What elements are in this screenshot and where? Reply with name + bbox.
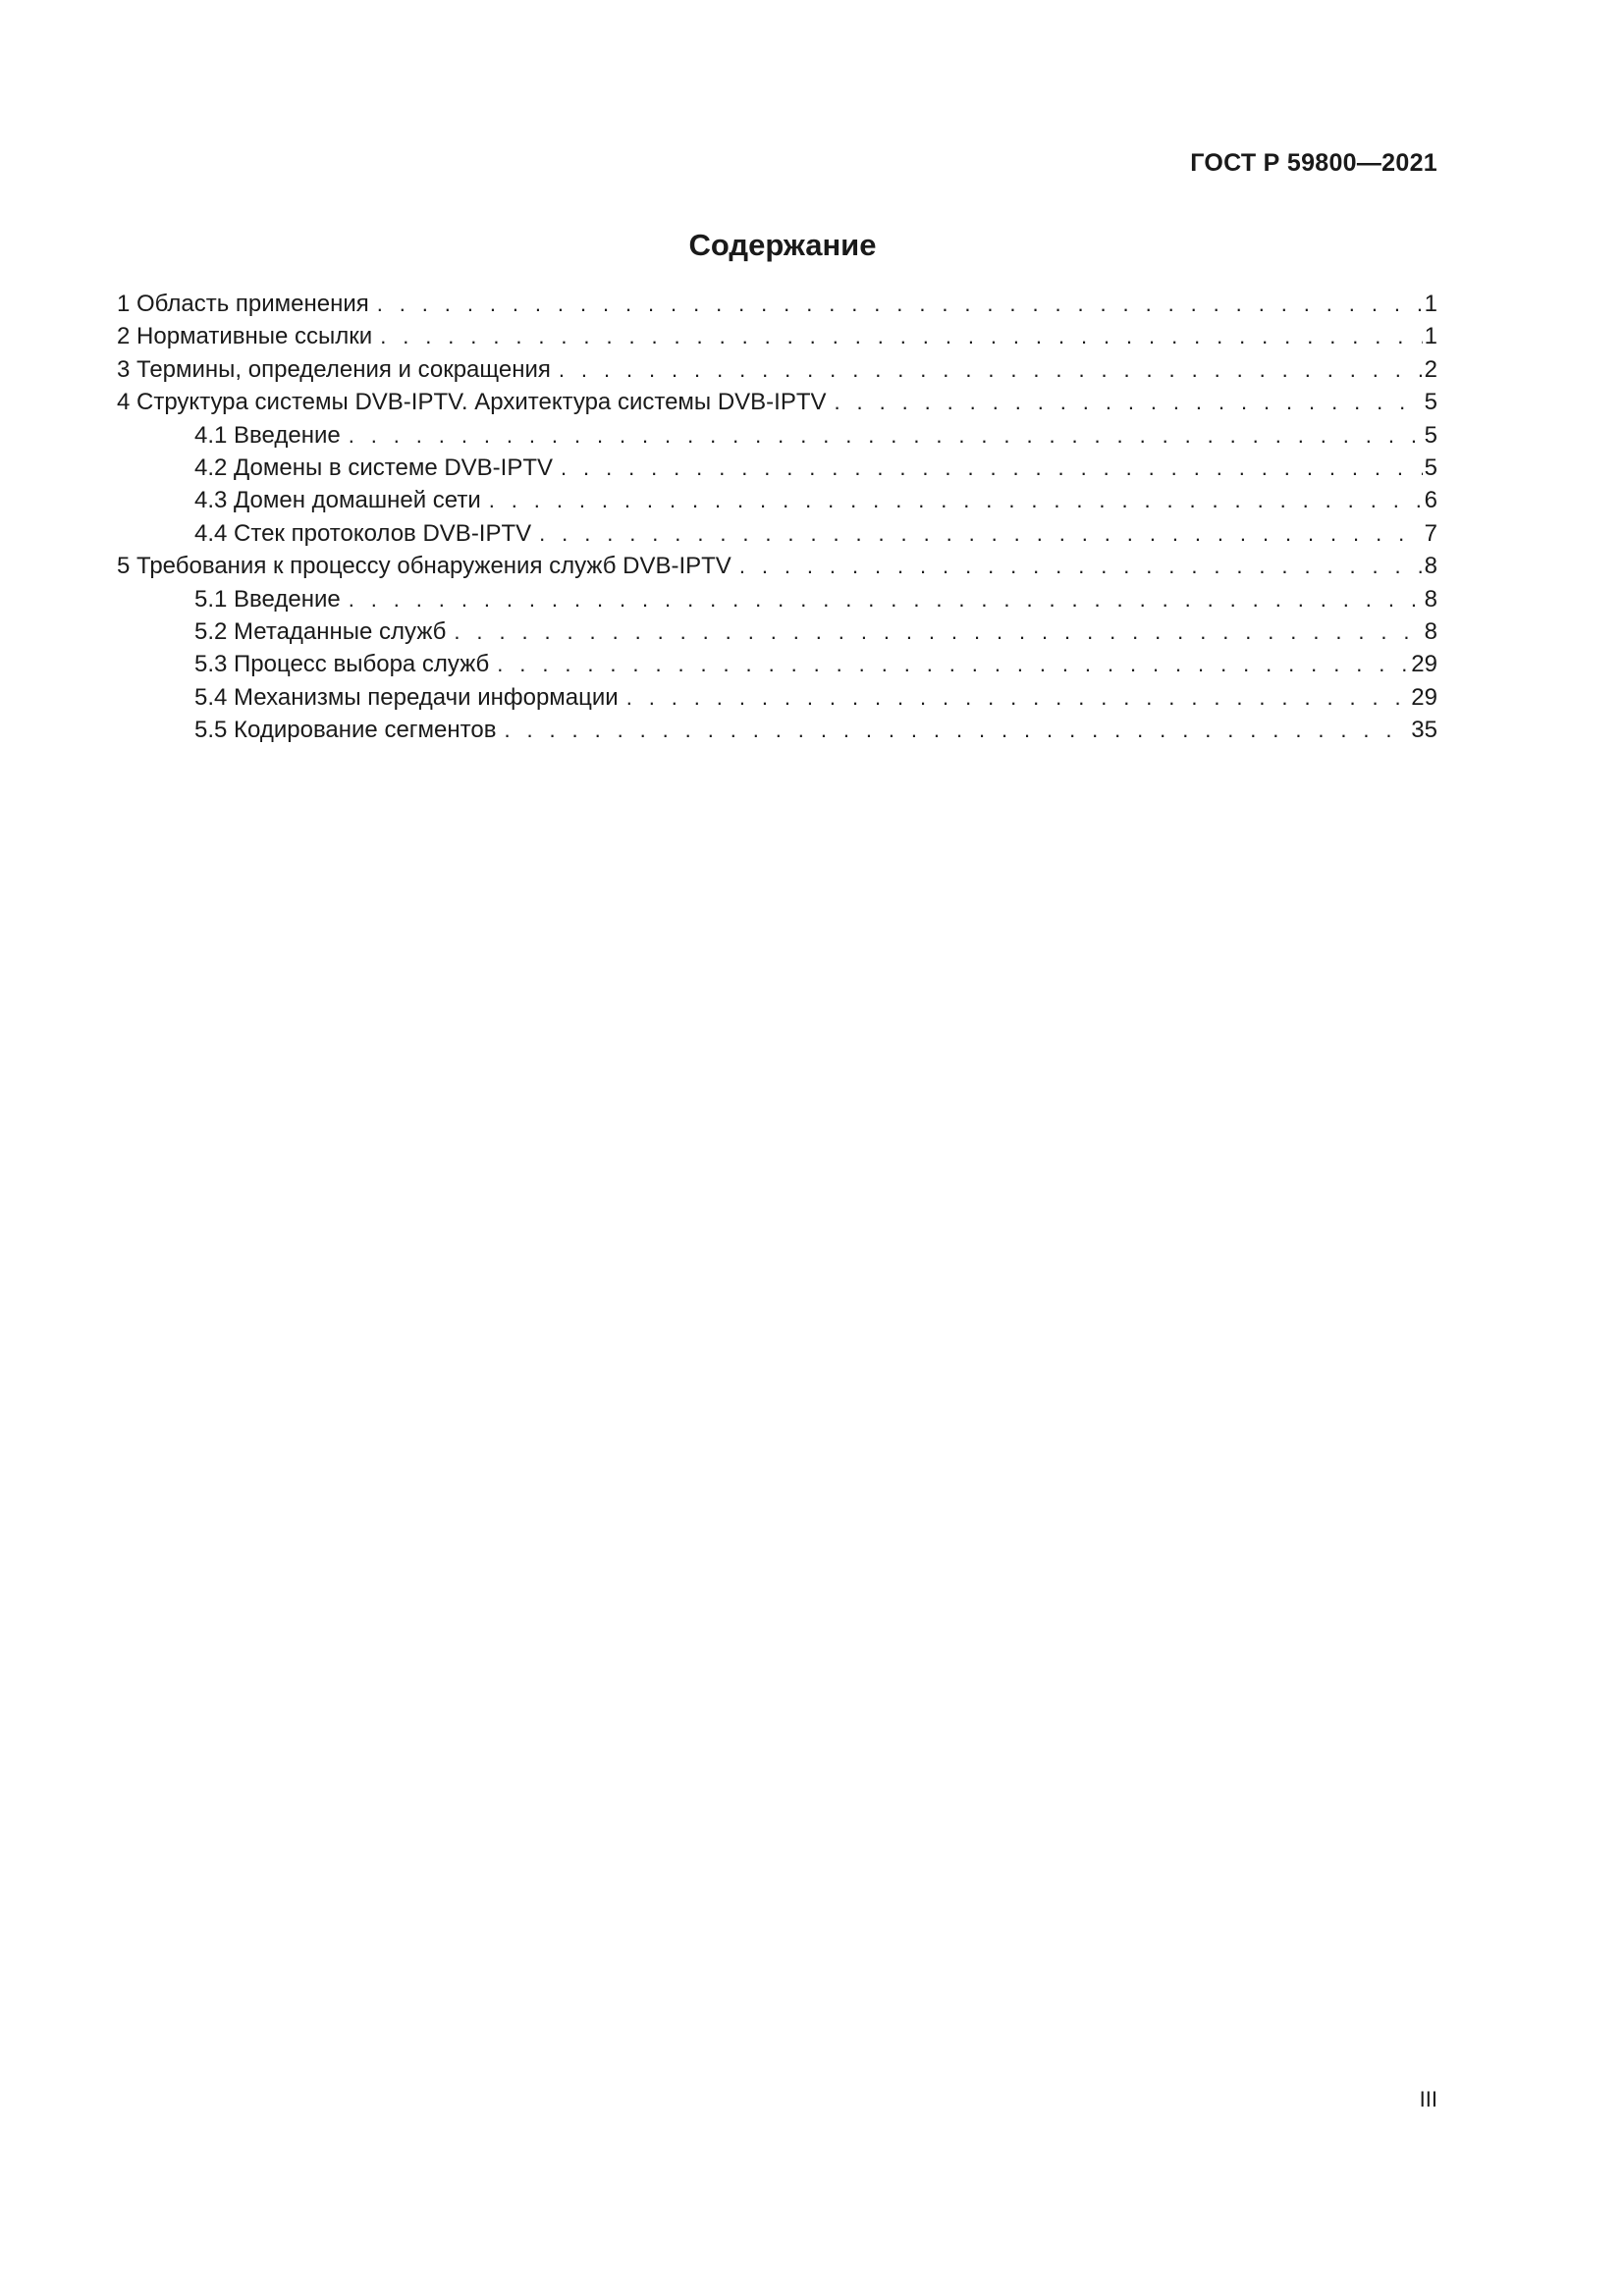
toc-entry-label: 2 Нормативные ссылки xyxy=(117,323,373,350)
page-number: III xyxy=(1419,2087,1437,2111)
toc-dot-leader xyxy=(349,419,1423,452)
toc-dot-leader xyxy=(626,681,1410,714)
toc-entry-page: 2 xyxy=(1424,355,1437,383)
toc-entry-label: 4.3 Домен домашней сети xyxy=(194,487,481,514)
toc-entry-page: 6 xyxy=(1424,487,1437,514)
table-of-contents xyxy=(117,288,1437,746)
toc-entry-page: 29 xyxy=(1411,651,1437,678)
toc-entry-label: 5.2 Метаданные служб xyxy=(194,617,447,645)
toc-entry[interactable] xyxy=(117,484,1437,516)
document-code: ГОСТ Р 59800—2021 xyxy=(1190,149,1437,177)
toc-entry-page: 35 xyxy=(1411,717,1437,744)
toc-entry-page: 8 xyxy=(1424,553,1437,580)
toc-entry[interactable] xyxy=(117,353,1437,386)
toc-entry-label: 1 Область применения xyxy=(117,291,369,317)
toc-entry-page: 1 xyxy=(1424,291,1437,317)
toc-dot-leader xyxy=(349,583,1423,615)
toc-entry-label: 4.2 Домены в системе DVB-IPTV xyxy=(194,454,554,481)
toc-entry[interactable] xyxy=(117,583,1437,615)
toc-dot-leader xyxy=(377,288,1423,320)
toc-dot-leader xyxy=(497,648,1409,680)
toc-entry-page: 5 xyxy=(1424,421,1437,449)
toc-entry[interactable] xyxy=(117,615,1437,648)
toc-entry[interactable] xyxy=(117,517,1437,550)
toc-entry[interactable] xyxy=(117,320,1437,352)
toc-dot-leader xyxy=(561,452,1423,484)
toc-entry-page: 29 xyxy=(1411,683,1437,711)
toc-entry[interactable] xyxy=(117,419,1437,452)
toc-entry-label: 5.3 Процесс выбора служб xyxy=(194,651,490,678)
toc-entry-page: 5 xyxy=(1424,389,1437,416)
toc-entry-page: 7 xyxy=(1424,519,1437,547)
toc-entry-page: 1 xyxy=(1424,323,1437,350)
toc-dot-leader xyxy=(489,484,1423,516)
toc-entry[interactable] xyxy=(117,648,1437,680)
toc-entry[interactable] xyxy=(117,288,1437,320)
toc-dot-leader xyxy=(739,550,1423,582)
toc-dot-leader xyxy=(380,320,1422,352)
toc-entry-label: 3 Термины, определения и сокращения xyxy=(117,355,551,383)
toc-title: Содержание xyxy=(688,228,877,262)
toc-dot-leader xyxy=(835,386,1423,418)
toc-dot-leader xyxy=(539,517,1422,550)
toc-entry-label: 4.1 Введение xyxy=(194,421,341,449)
toc-dot-leader xyxy=(559,353,1423,386)
toc-entry-label: 5.4 Механизмы передачи информации xyxy=(194,683,619,711)
toc-entry-label: 4 Структура системы DVB-IPTV. Архитектура системы DVB-IPTV xyxy=(117,389,827,416)
toc-entry-label: 5.5 Кодирование сегментов xyxy=(194,717,497,744)
toc-entry-label: 4.4 Стек протоколов DVB-IPTV xyxy=(194,519,532,547)
toc-entry[interactable] xyxy=(117,452,1437,484)
toc-entry-label: 5 Требования к процессу обнаружения служб DVB-IPTV xyxy=(117,553,731,580)
toc-entry[interactable] xyxy=(117,714,1437,746)
toc-dot-leader xyxy=(504,714,1409,746)
toc-entry-page: 5 xyxy=(1424,454,1437,481)
toc-entry[interactable] xyxy=(117,550,1437,582)
toc-entry[interactable] xyxy=(117,681,1437,714)
toc-entry-page: 8 xyxy=(1424,617,1437,645)
toc-dot-leader xyxy=(454,615,1422,648)
toc-entry-page: 8 xyxy=(1424,585,1437,613)
toc-entry-label: 5.1 Введение xyxy=(194,585,341,613)
toc-entry[interactable] xyxy=(117,386,1437,418)
